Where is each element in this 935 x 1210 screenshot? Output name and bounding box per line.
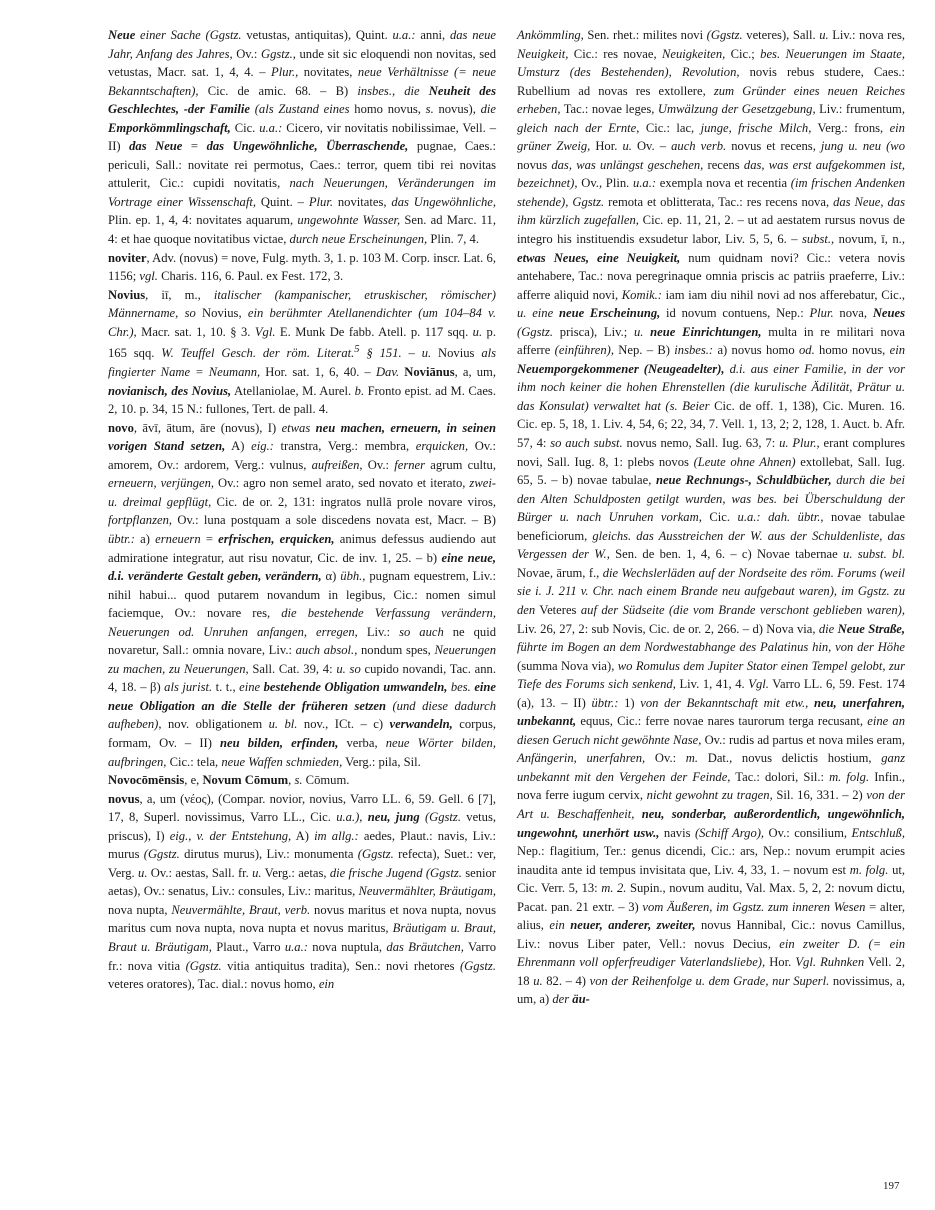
entry-novus-continued: Ankömmling, Sen. rhet.: milites novi (Ggstz. veteres), Sall. u. Liv.: nova res, Neuigkeit, Cic.: res novae, Neuigkeiten, Cic.; bes. Neuerungen im Staate, Umsturz (des Bestehenden), Revolution, novis rebus studere, Caes.: Rubellium ad novas res extollere, zum Gründer eines neuen Reiches erheben, Tac.: novae leges, Umwälzung der Gesetzgebung, Liv.: frumentum, gleich nach der Ernte, Cic.: lac, junge, frische Milch, Verg.: frons, ein grüner Zweig, Hor. u. Ov. – auch verb. novus et recens, jung u. neu (wo novus das, was unlängst geschehen, recens das, was erst aufgekommen ist, bezeichnet), Ov., Plin. u.a.: exempla nova et recentia (im frischen Andenken stehende), Ggstz. remota et oblitterata, Tac.: res recens nova, das Neue, das ihm kürzlich zugefallen, Cic. ep. 11, 21, 2. – ut ad aestatem rursus novus de integro his instituendis exsudetur labor, Liv. 5, 5, 6. – subst., novum, ī, n., etwas Neues, eine Neuigkeit, num quidnam novi? Cic.: vetera novis antehabere, Tac.: nova peregrinaque omnia priscis ac patriis praeferre, Liv.: afferre aliquid novi, Komik.: iam iam diu nihil novi ad nos afferebatur, Cic., u. eine neue Erscheinung, id novum contuens, Nep.: Plur. nova, Neues (Ggstz. prisca), Liv.; u. neue Einrichtungen, multa in re militari nova afferre (einführen), Nep. – B) insbes.: a) novus homo od. homo novus, ein Neuemporgekommener (Neugeadelter), d.i. aus einer Familie, in der vor ihm noch keiner die hohen Ehrenstellen (die kurulische Ädilität, Prätur u. das Konsulat) verwaltet hat (s. Beier Cic. de off. 1, 138), Cic. Muren. 16. Cic. ep. 5, 18, 1. Liv. 4, 54, 6; 22, 34, 7. Vell. 1, 13, 2; 2, 128, 1. Auct. b. Afr. 57, 4: so auch subst. novus nemo, Sall. Iug. 63, 7: u. Plur., erant complures novi, Sall. Iug. 8, 1: plebs novos (Leute ohne Ahnen) extollebat, Sall. Iug. 65, 5. – b) novae tabulae, neue Rechnungs-, Schuldbücher, durch die bei den Alten Schuldposten getilgt wurden, was bes. bei Überschuldung der Bürger u. nach Unruhen vorkam, Cic. u.a.: dah. übtr., novae tabulae beneficiorum, gleichs. das Ausstreichen der W. aus der Schuldenliste, das Vergessen der W., Sen. de ben. 1, 4, 6. – c) Novae tabernae u. subst. bl. Novae, ārum, f., die Wechslerläden auf der Nordseite des röm. Forums (weil sie i. J. 211 v. Chr. nach einem Brande neu aufgebaut waren), im Ggstz. zu den Veteres auf der Südseite (die vom Brande verschont geblieben waren), Liv. 26, 27, 2: sub Novis, Cic. de or. 2, 266. – d) Nova via, die Neue Straße, führte im Bogen an dem Nordwestabhange des Palatinus hin, von der Höhe (summa Nova via), wo Romulus dem Jupiter Stator einen Tempel gelobt, zur Tiefe des Forums sich senkend, Liv. 1, 41, 4. Vgl. Varro LL. 6, 59. Fest. 174 (a), 13. – II) übtr.: 1) von der Bekanntschaft mit etw., neu, unerfahren, unbekannt, equus, Cic.: ferre novae nares taurorum terga recusant, eine an diesen Geruch nicht gewöhnte Nase, Ov.: rudis ad partus et nova miles eram, Anfängerin, unerfahren, Ov.: m. Dat., novus delictis hostium, ganz unbekannt mit den Vergehen der Feinde, Tac.: dolori, Sil.: m. folg. Infin., nova ferre iugum cervix, nicht gewohnt zu tragen, Sil. 16, 331. – 2) von der Art u. Beschaffenheit, neu, sonderbar, außerordentlich, ungewöhnlich, ungewohnt, unerhört usw., navis (Schiff Argo), Ov.: consilium, Entschluß, Nep.: flagitium, Ter.: genus dicendi, Cic.: ars, Nep.: novum erumpit acies inaudita ante id tempus invisitata que, Liv. 4, 33, 1. – novum est m. folg. ut, Cic. Verr. 5, 13: m. 2. Supin., novum auditu, Val. Max. 5, 2, 2: novum dictu, Pacat. pan. 21 extr. – 3) vom Äußeren, im Ggstz. zum inneren Wesen = alter, alius, ein neuer, anderer, zweiter, novus Hannibal, Cic.: novus Camillus, Liv.: novus Liber pater, Vell.: novus Decius, ein zweiter D. (= ein Ehrenmann voll opferfreudiger Vaterlandsliebe), Hor. Vgl. Ruhnken Vell. 2, 18 u. 82. – 4) von der Reihenfolge u. dem Grade, nur Superl. novissimus, a, um, a) der äu- (517, 28, 906, 1007)
left-column (108, 26, 496, 994)
entry-novus: novus, a, um (νέος), (Compar. novior, novius, Varro LL. 6, 59. Gell. 6 [7], 17, 8, Superl. novissimus, Varro LL., Cic. u.a.), neu, jung (Ggstz. vetus, priscus), I) eig., v. der Entstehung, A) im allg.: aedes, Plaut.: navis, Liv.: murus (Ggstz. dirutus murus), Liv.: monumenta (Ggstz. refecta), Suet.: ver, Verg. u. Ov.: aestas, Sall. fr. u. Verg.: aetas, die frische Jugend (Ggstz. senior aetas), Ov.: senatus, Liv.: consules, Liv.: maritus, Neuvermählter, Bräutigam, nova nupta, Neuvermählte, Braut, verb. novus maritus et nova nupta, novus maritus cum nova nupta, nova nupta et novus maritus, Bräutigam u. Braut, Braut u. Bräutigam, Plaut., Varro u.a.: nova nuptula, das Bräutchen, Varro fr.: nova vitia (Ggstz. vitia antiquitus tradita), Sen.: novi rhetores (Ggstz. veteres oratores), Tac. dial.: novus homo, ein (108, 791, 497, 992)
page-number: 197 (883, 1180, 900, 1192)
entry-novocomensis: Novocōmēnsis, e, Novum Cōmum, s. Cōmum. (108, 773, 350, 788)
entry-novius: Novius, iī, m., italischer (kampanischer, etruskischer, römischer) Männername, so Novius, ein berühmter Atellanendichter (um 104–84 v. Chr.), Macr. sat. 1, 10. § 3. Vgl. E. Munk De fabb. Atell. p. 117 sqq. u. p. 165 sqq. W. Teuffel Gesch. der röm. Literat.$^5$ § 151. – u. Novius als fingierter Name = Neumann, Hor. sat. 1, 6, 40. – Dav. Noviānus, a, um, novianisch, des Novius, Atellaniolae, M. Aurel. b. Fronto epist. ad M. Caes. 2, 10. p. 34, 15 N.: fullones, Tert. de pall. 4. (108, 287, 497, 417)
right-column (517, 26, 905, 1009)
entry-continued-neue: Neue einer Sache (Ggstz. vetustas, antiquitas), Quint. u.a.: anni, das neue Jahr, Anfang des Jahres, Ov.: Ggstz., unde sit sic eloquendi non novitas, sed vetustas, Macr. sat. 1, 4, 4. – Plur., novitates, neue Verhältnisse (= neue Bekanntschaften), Cic. de amic. 68. – B) insbes., die Neuheit des Geschlechtes, -der Familie (als Zustand eines homo novus, s. novus), die Emporkömmlingschaft, Cic. u.a.: Cicero, vir novitatis nobilissimae, Vell. – II) das Neue = das Ungewöhnliche, Überraschende, pugnae, Caes.: periculi, Sall.: novitate rei permotus, Caes.: terror, quem tibi rei novitas attulerit, Cic.: cupidi novitatis, nach Neuerungen, Veränderungen im Vortrage einer Wissenschaft, Quint. – Plur. novitates, das Ungewöhnliche, Plin. ep. 1, 4, 4: novitates aquarum, ungewohnte Wasser, Sen. ad Marc. 11, 4: et hae quoque novitatibus victae, durch neue Erscheinungen, Plin. 7, 4. (108, 28, 497, 247)
entry-noviter: noviter, Adv. (novus) = nove, Fulg. myth. 3, 1. p. 103 M. Corp. inscr. Lat. 6, 1156; vgl. Charis. 116, 6. Paul. ex Fest. 172, 3. (108, 250, 496, 284)
entry-novo: novo, āvī, ātum, āre (novus), I) etwas neu machen, erneuern, in seinen vorigen Stand setzen, A) eig.: transtra, Verg.: membra, erquicken, Ov.: amorem, Ov.: ardorem, Verg.: vulnus, aufreißen, Ov.: ferner agrum cultu, erneuern, verjüngen, Ov.: agro non semel arato, sed novato et iterato, zwei- u. dreimal gepflügt, Cic. de or. 2, 131: ingratos nullā prole novare viros, fortpflanzen, Ov.: luna postquam a sole discedens novata est, Macr. – B) übtr.: a) erneuern = erfrischen, erquicken, animus defessus audiendo aut admiratione integratur, aut risu novatur, Cic. de inv. 1, 25. – b) eine neue, d.i. veränderte Gestalt geben, verändern, α) übh., pugnam equestrem, Liv.: nihil habui... quod putarem novandum in legibus, Cic.: nomen simul faciemque, Ov.: novare res, die bestehende Verfassung verändern, Neuerungen od. Unruhen anfangen, erregen, Liv.: so auch ne quid novaretur, Sall.: omnia novare, Liv.: auch absol., nondum spes, Neuerungen zu machen, zu Neuerungen, Sall. Cat. 39, 4: u. so cupido novandi, Tac. ann. 4, 18. – β) als jurist. t. t., eine bestehende Obligation umwandeln, bes. eine neue Obligation an die Stelle der früheren setzen (und diese dadurch aufheben), nov. obligationem u. bl. nov., ICt. – c) verwandeln, corpus, formam, Ov. – II) neu bilden, erfinden, verba, neue Wörter bilden, aufbringen, Cic.: tela, neue Waffen schmieden, Verg.: pila, Sil. (108, 420, 497, 769)
